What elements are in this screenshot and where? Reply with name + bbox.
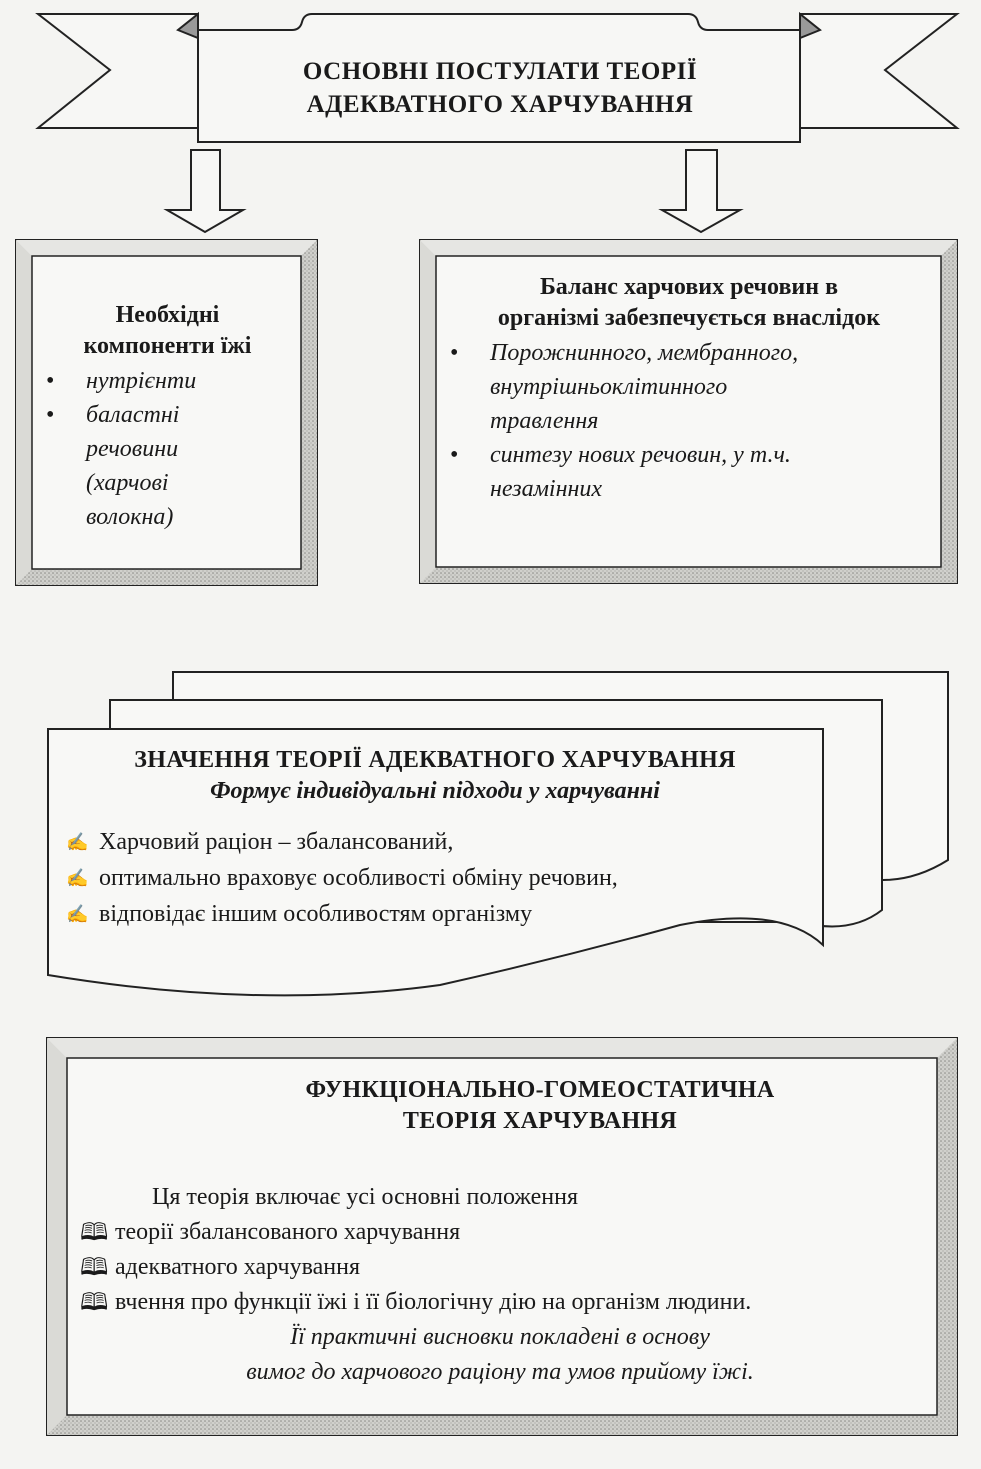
functional-list [80,1215,930,1320]
right-box-list [444,336,934,506]
left-box-heading-line2: компоненти їжі [83,333,252,359]
arrow-left-icon [167,150,243,232]
book-icon: 🕮 [80,1290,109,1316]
functional-title-line1: ФУНКЦІОНАЛЬНО-ГОМЕОСТАТИЧНА [305,1077,775,1103]
left-box [40,300,295,534]
list-item: ✍ відповідає іншим особливостям організму [64,896,814,932]
list-item: ✍ оптимально враховує особливості обміну речовин, [64,860,814,896]
writing-hand-icon: ✍ [66,832,89,852]
book-icon: 🕮 [80,1220,109,1246]
right-box-heading-line1: Баланс харчових речовин в [539,274,839,300]
left-box-heading-line1: Необхідні [115,302,220,328]
list-item: 🕮 вчення про функції їжі і її біологічну дію на організм людини. [80,1285,930,1320]
list-item: ✍ Харчовий раціон – збалансований, [64,824,814,860]
arrow-right-icon [662,150,740,232]
list-item: 🕮 адекватного харчування [80,1250,930,1285]
right-box-heading-line2: організмі забезпечується внаслідок [497,305,881,331]
left-box-list [40,364,295,534]
book-icon: 🕮 [80,1255,109,1281]
functional-conclusion-line2: вимог до харчового раціону та умов прийому їжі. [246,1359,754,1385]
left-box-heading [40,300,295,362]
functional-conclusion-line1: Її практичні висновки покладені в основу [290,1324,710,1350]
list-item: • нутрієнти [40,364,295,398]
list-item: 🕮 теорії збалансованого харчування [80,1215,930,1250]
functional-title-line2: ТЕОРІЯ ХАРЧУВАННЯ [402,1108,678,1134]
right-box [444,272,934,506]
list-item: • Порожнинного, мембранного, внутрішньоклітинного травлення [444,336,934,438]
significance-list [64,824,814,932]
banner-title [200,55,800,121]
functional-conclusion [100,1320,900,1390]
functional-intro: Ця теорія включає усі основні положення [152,1184,579,1210]
list-item: • синтезу нових речовин, у т.ч. незамінних [444,438,934,506]
banner-title-line1: ОСНОВНІ ПОСТУЛАТИ ТЕОРІЇ [302,58,698,85]
writing-hand-icon: ✍ [66,904,89,924]
writing-hand-icon: ✍ [66,868,89,888]
list-item: • баластні речовини (харчові волокна) [40,398,295,534]
significance-title: ЗНАЧЕННЯ ТЕОРІЇ АДЕКВАТНОГО ХАРЧУВАННЯ [134,747,736,773]
right-box-heading [444,272,934,334]
functional-title [240,1075,840,1137]
significance-header [50,745,820,807]
banner-title-line2: АДЕКВАТНОГО ХАРЧУВАННЯ [306,91,694,118]
significance-subtitle: Формує індивідуальні підходи у харчуванні [210,778,660,804]
